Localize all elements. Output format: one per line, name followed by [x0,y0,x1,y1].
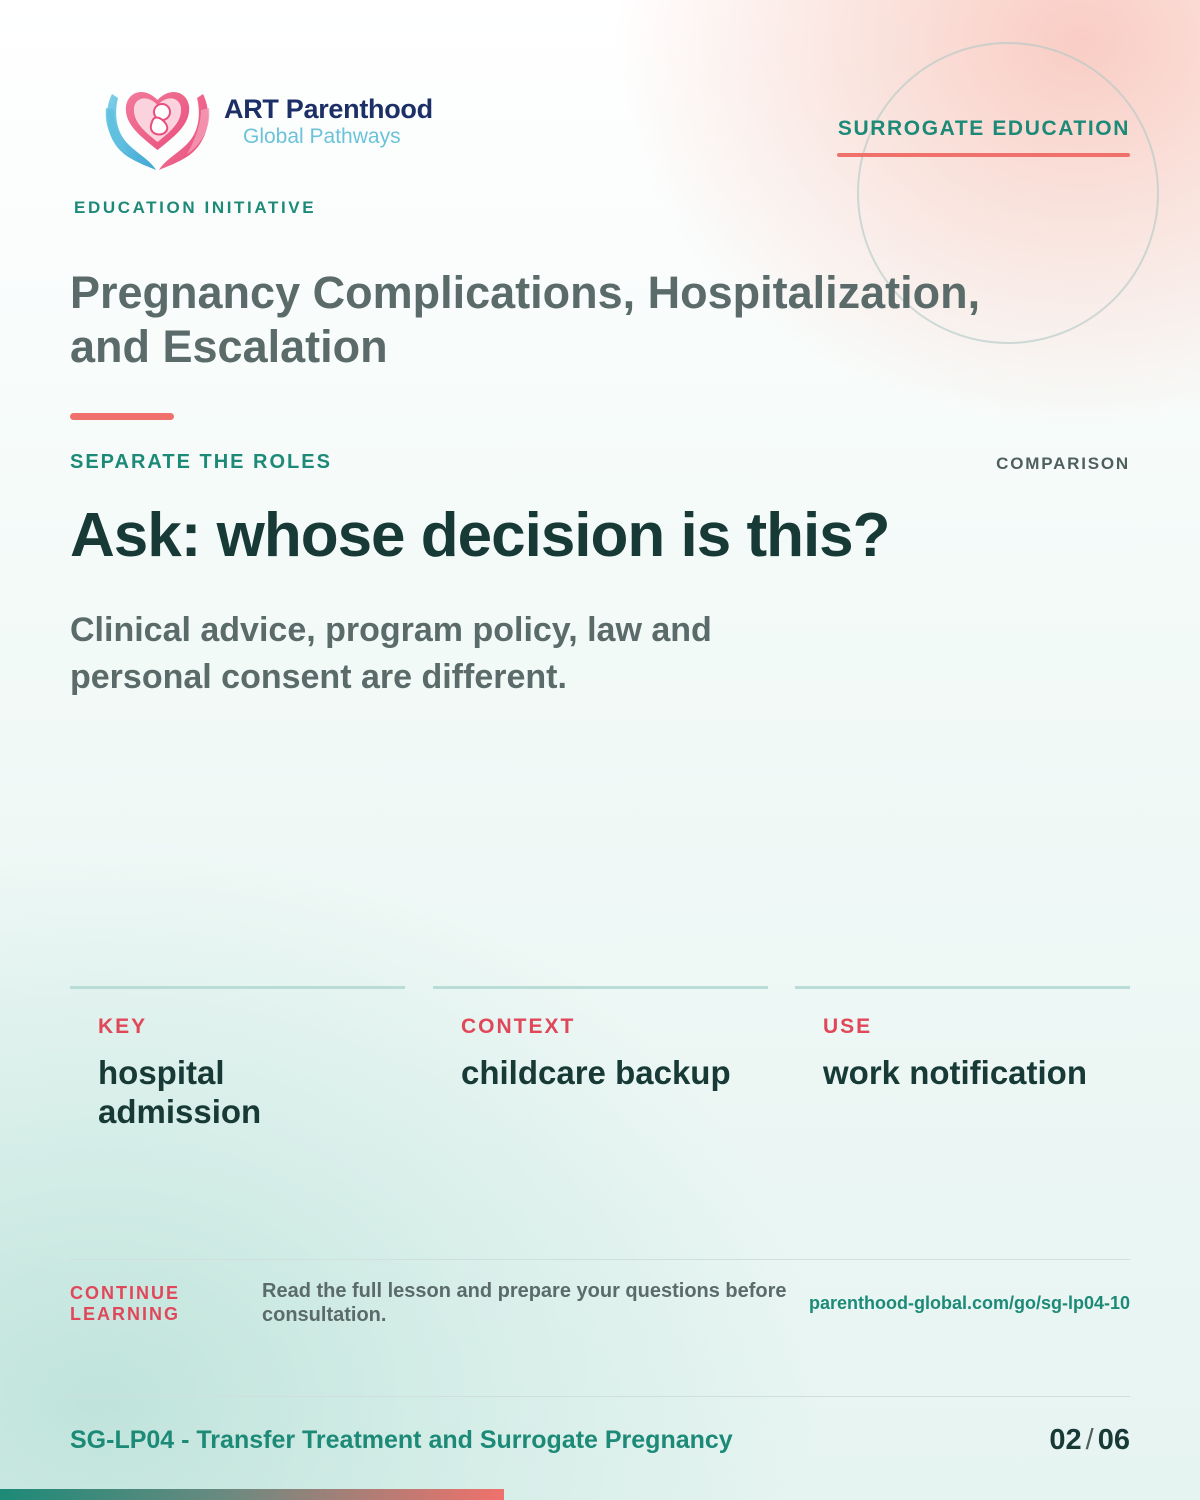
card-value: childcare backup [461,1054,731,1091]
divider [70,1396,1130,1397]
card-key [70,986,405,1156]
divider [70,1259,1130,1260]
badge-underline [837,153,1130,157]
series-title: Pregnancy Complications, Hospitalization, and Escalation [70,267,981,372]
card-label: CONTEXT [461,1015,576,1038]
slide-type-tag: COMPARISON [996,454,1130,473]
page-current: 02 [1049,1424,1082,1456]
brand-name: ART Parenthood [224,94,433,124]
accent-bar [70,413,174,420]
brand-subtitle: Global Pathways [243,125,401,148]
page-total: 06 [1097,1424,1130,1456]
card-value: hospital admission [98,1054,262,1130]
slide-eyebrow: SEPARATE THE ROLES [70,451,332,473]
page-separator: / [1085,1424,1094,1456]
slide-subline: Clinical advice, program policy, law and personal consent are different. [70,611,712,696]
slide-headline: Ask: whose decision is this? [70,501,890,570]
course-title: SG-LP04 - Transfer Treatment and Surrogate Pregnancy [70,1426,733,1454]
continue-text: Read the full lesson and prepare your questions before consultation. [262,1280,787,1326]
heart-hands-baby-icon [100,74,215,174]
section-badge: SURROGATE EDUCATION [837,117,1130,140]
lesson-link[interactable]: parenthood-global.com/go/sg-lp04-10 [808,1293,1130,1313]
page-indicator [1049,1424,1130,1457]
card-label: USE [823,1015,873,1038]
card-context [433,986,768,1156]
card-label: KEY [98,1015,148,1038]
initiative-label: EDUCATION INITIATIVE [74,198,317,217]
progress-bar [0,1489,504,1500]
continue-label: CONTINUE LEARNING [70,1283,180,1324]
card-use [795,986,1130,1156]
card-value: work notification [823,1054,1087,1091]
